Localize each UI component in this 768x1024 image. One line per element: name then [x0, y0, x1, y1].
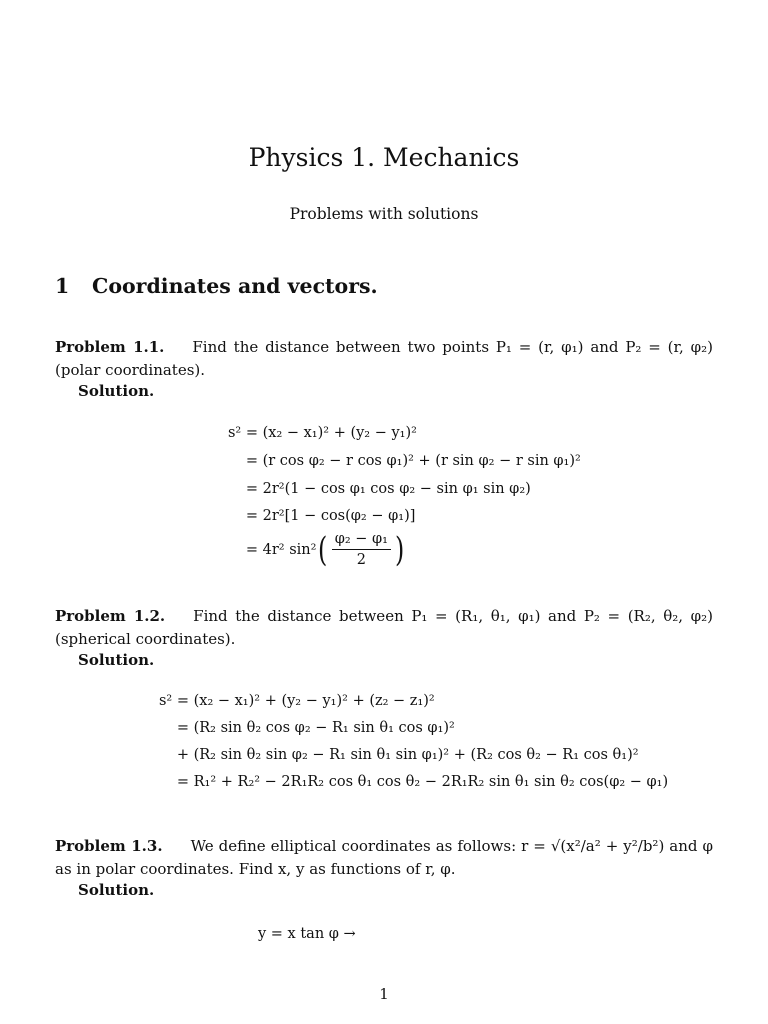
- problem-text: Find the distance between P₁ = (R₁, θ₁, φ₁) and P₂ = (R₂, θ₂, φ₂) (spherical coordinates).: [55, 607, 713, 648]
- equation-rhs-prefix: 4r² sin²: [262, 541, 317, 558]
- equation-lhs: +: [176, 747, 189, 763]
- left-paren: (: [318, 529, 328, 570]
- equation-line: [157, 774, 668, 790]
- equation-rhs: (R₂ sin θ₂ sin φ₂ − R₁ sin θ₁ sin φ₁)² + (R₂ cos θ₂ − R₁ cos θ₁)²: [193, 747, 639, 763]
- equation-line: [157, 747, 639, 763]
- equation-lhs: =: [245, 508, 258, 524]
- equation-rhs: (r cos φ₂ − r cos φ₁)² + (r sin φ₂ − r sin φ₁)²: [262, 453, 581, 469]
- equation-lhs: =: [245, 453, 258, 469]
- equation-line: [226, 508, 415, 524]
- fraction-denominator: 2: [356, 552, 366, 568]
- equation-line: [226, 425, 417, 441]
- equation-rhs: (x₂ − x₁)² + (y₂ − y₁)²: [262, 425, 417, 441]
- fraction: [332, 530, 391, 569]
- problem-label: Problem 1.1.: [55, 338, 165, 356]
- solution-label: Solution.: [78, 651, 155, 669]
- problem-1-2: [55, 605, 713, 650]
- section-number: 1: [55, 274, 70, 298]
- equation-lhs: s² =: [227, 425, 258, 441]
- fraction-numerator: φ₂ − φ₁: [332, 530, 391, 550]
- equation-rhs: (x₂ − x₁)² + (y₂ − y₁)² + (z₂ − z₁)²: [193, 693, 435, 709]
- equation-line: [258, 926, 356, 942]
- equation-lhs: =: [245, 541, 258, 558]
- problem-label: Problem 1.3.: [55, 837, 163, 855]
- equation-rhs: 2r²[1 − cos(φ₂ − φ₁)]: [262, 508, 416, 524]
- equation-line: [226, 530, 406, 569]
- equation-rhs: (R₂ sin θ₂ cos φ₂ − R₁ sin θ₁ cos φ₁)²: [193, 720, 455, 736]
- section-title: Coordinates and vectors.: [92, 274, 378, 298]
- solution-label: Solution.: [78, 881, 155, 899]
- equation-lhs: =: [176, 720, 189, 736]
- equation-line: [157, 720, 455, 736]
- equation-line: [226, 453, 581, 469]
- right-paren: ): [394, 529, 405, 570]
- problem-1-3: [55, 835, 713, 880]
- problem-text: Find the distance between two points P₁ = (r, φ₁) and P₂ = (r, φ₂) (polar coordinates).: [55, 338, 713, 379]
- solution-label: Solution.: [78, 382, 155, 400]
- problem-text: We define elliptical coordinates as follows: r = √(x²/a² + y²/b²) and φ as in polar coordinates. Find x, y as functions of r, φ.: [55, 837, 713, 878]
- equation-lhs: =: [245, 481, 258, 497]
- equation-line: [226, 481, 531, 497]
- document-subtitle: Problems with solutions: [289, 205, 479, 223]
- equation-rhs: R₁² + R₂² − 2R₁R₂ cos θ₁ cos θ₂ − 2R₁R₂ sin θ₁ sin θ₂ cos(φ₂ − φ₁): [193, 774, 669, 790]
- equation-rhs: y = x tan φ →: [258, 926, 356, 942]
- problem-1-1: [55, 336, 713, 381]
- equation-lhs: s² =: [158, 693, 189, 709]
- section-heading: [55, 274, 378, 298]
- equation-rhs: 2r²(1 − cos φ₁ cos φ₂ − sin φ₁ sin φ₂): [262, 481, 531, 497]
- equation-lhs: =: [176, 774, 189, 790]
- document-title: Physics 1. Mechanics: [248, 143, 520, 172]
- equation-line: [157, 693, 435, 709]
- page-number: 1: [379, 985, 389, 1003]
- problem-label: Problem 1.2.: [55, 607, 166, 625]
